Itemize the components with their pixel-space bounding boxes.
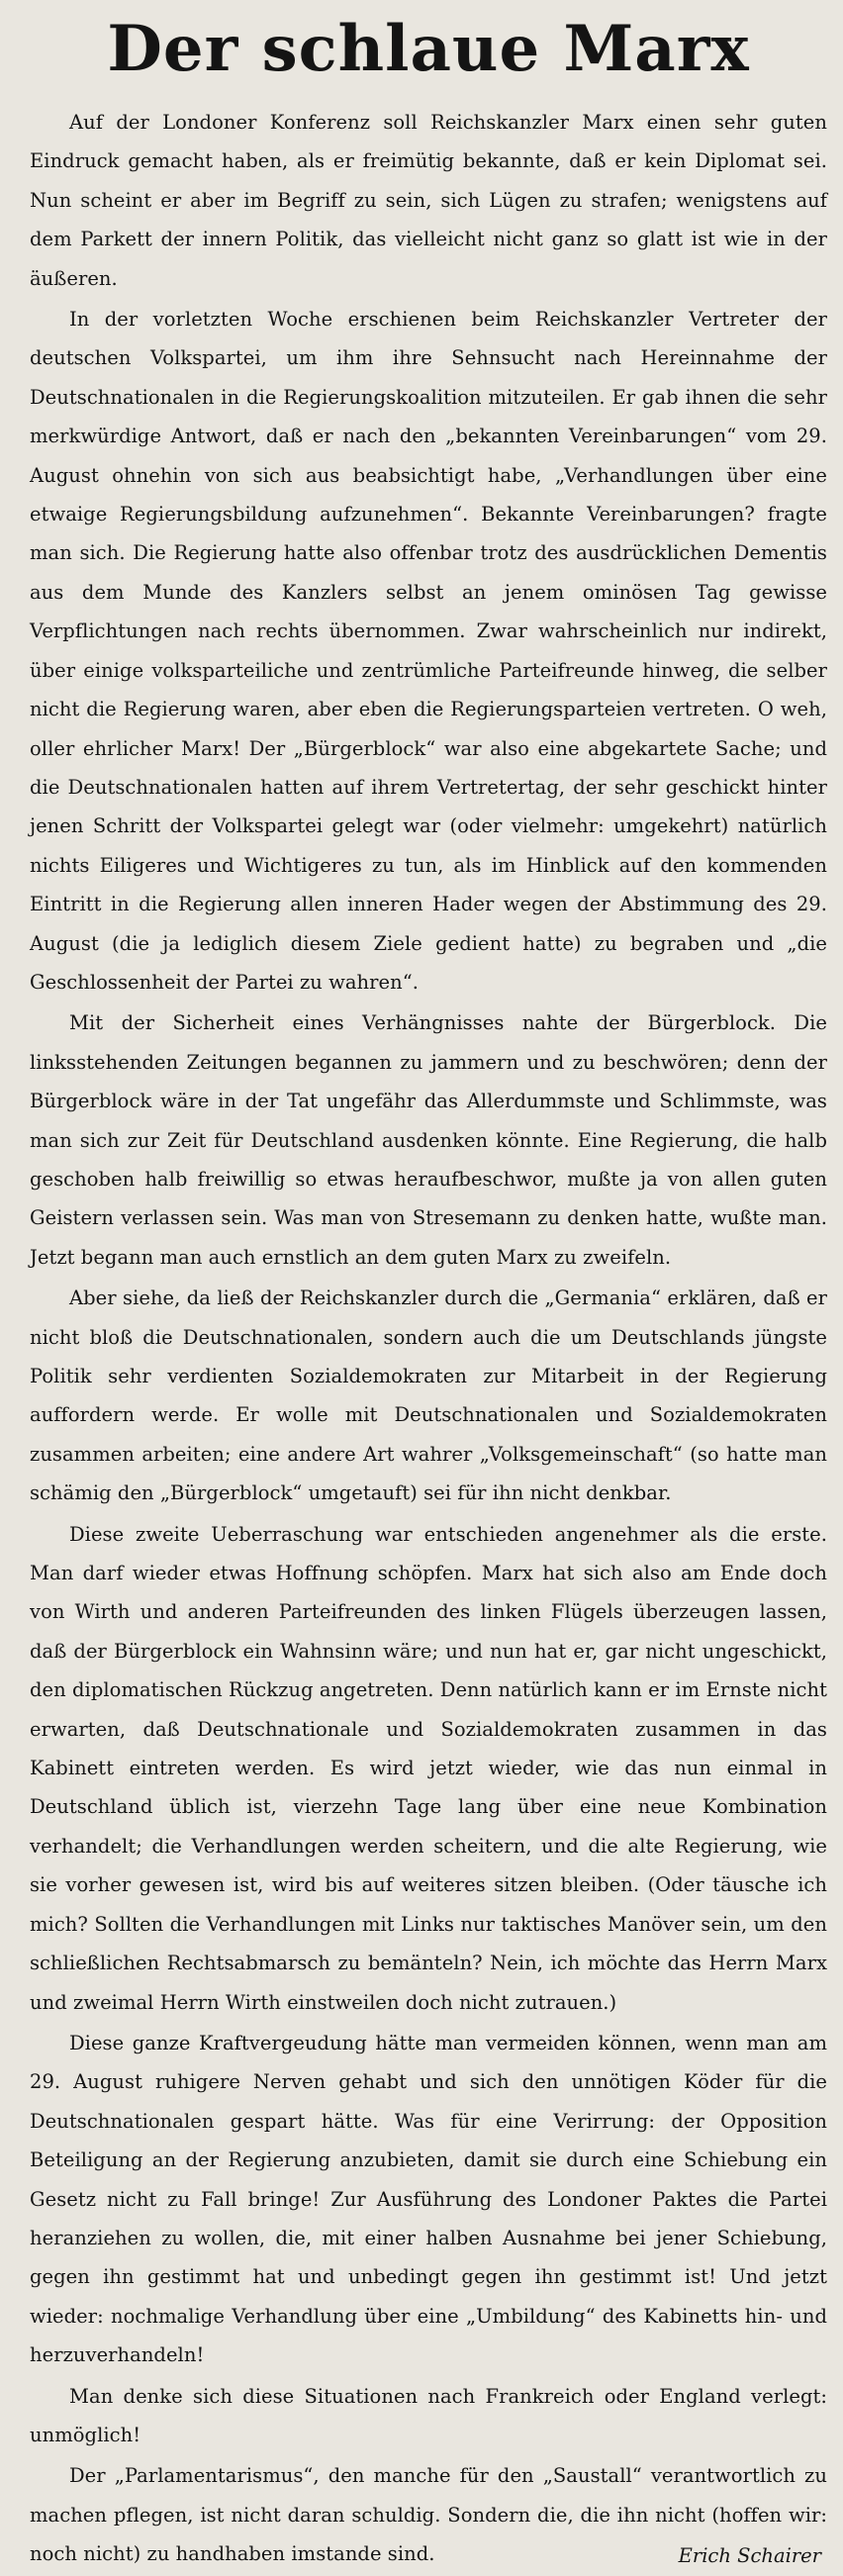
article-paragraph-5: Diese zweite Ueberraschung war entschieden angenehmer als die erste. Man darf wieder etwas Hoffnung schöpfen. Marx hat sich also am Ende doch von Wirth und anderen Parteifreunden des linken Flügels überzeugen lassen, daß der Bürgerblock ein Wahnsinn wäre; und nun hat er, gar nicht ungeschickt, den diplomatischen Rückzug angetreten. Denn natürlich kann er im Ernste nicht erwarten, daß Deutschnationale und Sozialdemokraten zusammen in das Kabinett eintreten werden. Es wird jetzt wieder, wie das nun einmal in Deutschland üblich ist, vierzehn Tage lang über eine neue Kombination verhandelt; die Verhandlungen werden scheitern, und die alte Regierung, wie sie vorher gewesen ist, wird bis auf weiteres sitzen bleiben. (Oder täusche ich mich? Sollten die Verhandlungen mit Links nur taktisches Manöver sein, um den schließlichen Rechtsabmarsch zu bemänteln? Nein, ich möchte das Herrn Marx und zweimal Herrn Wirth einstweilen doch nicht zutrauen.): [30, 1522, 827, 2014]
article-paragraph-4: Aber siehe, da ließ der Reichskanzler durch die „Germania“ erklären, daß er nicht bloß die Deutschnationalen, sondern auch die um Deutschlands jüngste Politik sehr verdienten Sozialdemokraten zur Mitarbeit in der Regierung auffordern werde. Er wolle mit Deutschnationalen und Sozialdemokraten zusammen arbeiten; eine andere Art wahrer „Volksgemeinschaft“ (so hatte man schämig den „Bürgerblock“ umgetauft) sei für ihn nicht denkbar.: [30, 1287, 827, 1505]
article-paragraph-8: Der „Parlamentarismus“, den manche für den „Saustall“ verantwortlich zu machen pflegen, ist nicht daran schuldig. Sondern die, die ihn nicht (hoffen wir: noch nicht) zu handhaben imstande sind.: [30, 2464, 827, 2566]
article-paragraph-2: In der vorletzten Woche erschienen beim Reichskanzler Vertreter der deutschen Volkspartei, um ihm ihre Sehnsucht nach Hereinnahme der Deutschnationalen in die Regierungskoalition mitzuteilen. Er gab ihnen die sehr merkwürdige Antwort, daß er nach den „bekannten Vereinbarungen“ vom 29. August ohnehin von sich aus beabsichtigt habe, „Verhandlungen über eine etwaige Regierungsbildung aufzunehmen“. Bekannte Vereinbarungen? fragte man sich. Die Regierung hatte also offenbar trotz des ausdrücklichen Dementis aus dem Munde des Kanzlers selbst an jenem ominösen Tag gewisse Verpflichtungen nach rechts übernommen. Zwar wahrscheinlich nur indirekt, über einige volksparteiliche und zentrümliche Parteifreunde hinweg, die selber nicht die Regierung waren, aber eben die Regierungsparteien vertreten. O weh, oller ehrlicher Marx! Der „Bürgerblock“ war also eine abgekartete Sache; und die Deutschnationalen hatten auf ihrem Vertretertag, der sehr geschickt hinter jenen Schritt der Volkspartei gelegt war (oder vielmehr: umgekehrt) natürlich nichts Eiligeres und Wichtigeres zu tun, als im Hinblick auf den kommenden Eintritt in die Regierung allen inneren Hader wegen der Abstimmung des 29. August (die ja lediglich diesem Ziele gedient hatte) zu begraben und „die Geschlossenheit der Partei zu wahren“.: [30, 308, 827, 994]
article-title: Der schlaue Marx: [107, 12, 750, 86]
article-paragraph-7: Man denke sich diese Situationen nach Frankreich oder England verlegt: unmöglich!: [30, 2384, 827, 2446]
article-paragraph-3: Mit der Sicherheit eines Verhängnisses nahte der Bürgerblock. Die linksstehenden Zeitungen begannen zu jammern und zu beschwören; denn der Bürgerblock wäre in der Tat ungefähr das Allerdummste und Schlimmste, was man sich zur Zeit für Deutschland ausdenken könnte. Eine Regierung, die halb geschoben halb freiwillig so etwas heraufbeschwor, mußte ja von allen guten Geistern verlassen sein. Was man von Stresemann zu denken hatte, wußte man. Jetzt begann man auch ernstlich an dem guten Marx zu zweifeln.: [30, 1011, 827, 1269]
author-signature: Erich Schairer: [678, 2544, 821, 2568]
article-paragraph-6: Diese ganze Kraftvergeudung hätte man vermeiden können, wenn man am 29. August ruhigere Nerven gehabt und sich den unnötigen Köder für die Deutschnationalen gespart hätte. Was für eine Verirrung: der Opposition Beteiligung an der Regierung anzubieten, damit sie durch eine Schiebung ein Gesetz nicht zu Fall bringe! Zur Ausführung des Londoner Paktes die Partei heranziehen zu wollen, die, mit einer halben Ausnahme bei jener Schiebung, gegen ihn gestimmt hat und unbedingt gegen ihn gestimmt ist! Und jetzt wieder: nochmalige Verhandlung über eine „Umbildung“ des Kabinetts hin- und herzuverhandeln!: [30, 2031, 827, 2367]
article-paragraph-1: Auf der Londoner Konferenz soll Reichskanzler Marx einen sehr guten Eindruck gemacht haben, als er freimütig bekannte, daß er kein Diplomat sei. Nun scheint er aber im Begriff zu sein, sich Lügen zu strafen; wenigstens auf dem Parkett der innern Politik, das vielleicht nicht ganz so glatt ist wie in der äußeren.: [30, 111, 827, 290]
